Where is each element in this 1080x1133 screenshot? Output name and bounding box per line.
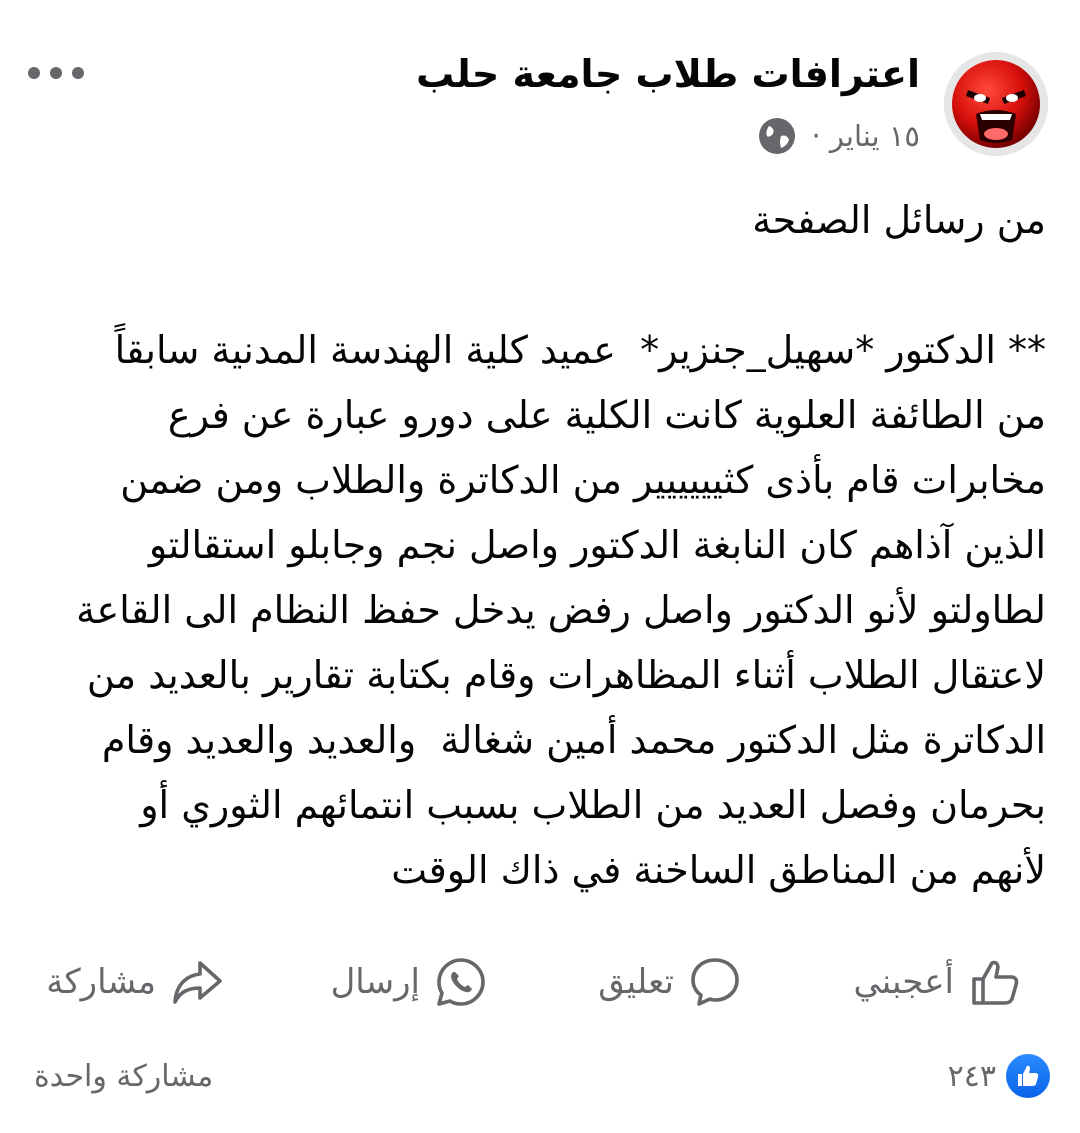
comment-bubble-icon	[688, 955, 742, 1009]
post-text: من رسائل الصفحة ** الدكتور *سهيل_جنزير* عميد كلية الهندسة المدنية سابقاً من الطائفة العلوية كانت الكلية على دورو عبارة عن فرع مخابرات قام بأذى كثيييييير من الدكاترة والطلاب ومن ضمن الذين آذاهم كان النابغة الدكتور واصل نجم وجابلو استقالتو لطاولتو لأنو الدكتور واصل رفض يدخل حفظ النظام الى القاعة لاعتقال الطلاب أثناء المظاهرات وقام بكتابة تقارير بالعديد من الدكاترة مثل الدكتور محمد أمين شغالة والعديد والعديد وقام بحرمان وفصل العديد من الطلاب بسبب انتمائهم الثوري أو لأنهم من المناطق الساخنة في ذاك الوقت	[76, 198, 1046, 892]
share-label: مشاركة	[46, 962, 156, 1002]
more-options-icon[interactable]	[28, 58, 84, 88]
whatsapp-icon	[434, 955, 488, 1009]
send-label: إرسال	[330, 962, 420, 1002]
comment-button[interactable]	[598, 945, 742, 1019]
share-button[interactable]	[46, 945, 224, 1019]
globe-icon	[757, 116, 797, 156]
like-count: ٢٤٣	[947, 1058, 996, 1094]
page-avatar[interactable]	[944, 52, 1048, 156]
share-arrow-icon	[170, 955, 224, 1009]
like-button[interactable]	[853, 945, 1022, 1019]
comment-label: تعليق	[598, 962, 674, 1002]
share-count[interactable]: مشاركة واحدة	[34, 1058, 214, 1094]
post-meta	[757, 116, 920, 156]
angry-face-logo	[944, 52, 1048, 156]
like-reaction-icon	[1006, 1054, 1050, 1098]
page-name[interactable]: اعترافات طلاب جامعة حلب	[416, 52, 920, 96]
reaction-summary[interactable]	[948, 1052, 1050, 1100]
thumbs-up-icon	[968, 955, 1022, 1009]
like-label: أعجبني	[853, 962, 954, 1002]
action-bar	[0, 945, 1080, 1019]
send-button[interactable]	[331, 945, 488, 1019]
post-date[interactable]: ١٥ يناير ·	[811, 119, 920, 153]
